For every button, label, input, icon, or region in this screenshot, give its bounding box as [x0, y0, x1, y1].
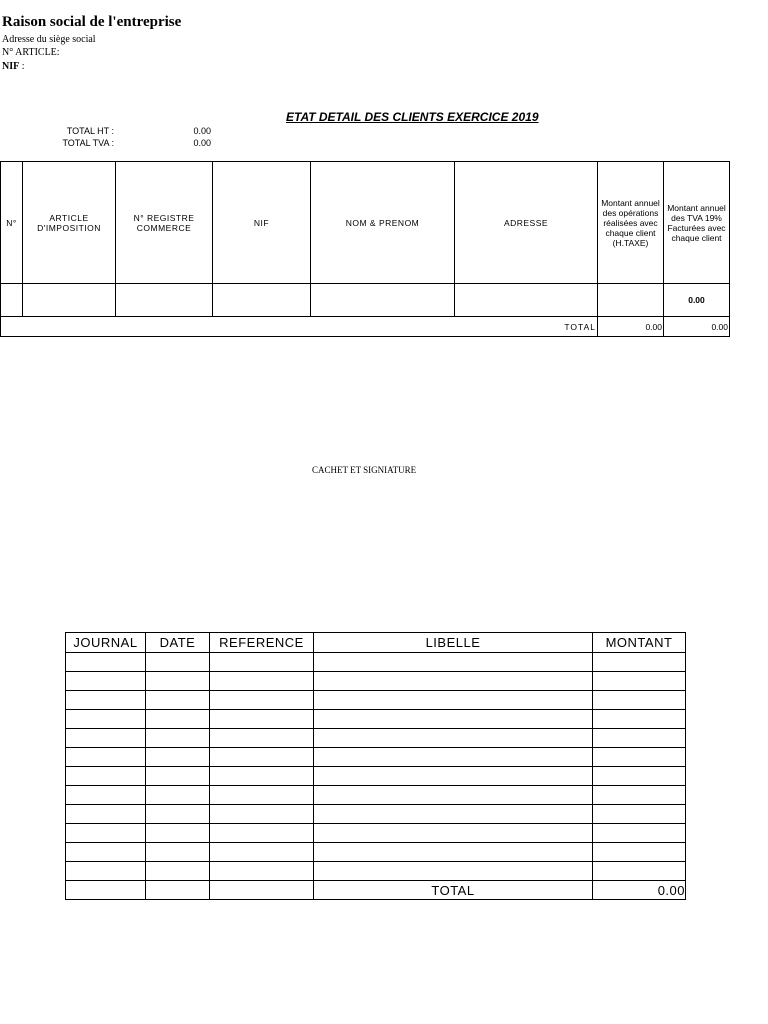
cell[interactable]: [311, 284, 455, 317]
cell[interactable]: [210, 786, 314, 805]
cell[interactable]: [593, 672, 686, 691]
cell[interactable]: [210, 748, 314, 767]
cell[interactable]: [66, 729, 146, 748]
row-tva-value: 0.00: [664, 284, 730, 317]
table-row: [66, 691, 686, 710]
cell[interactable]: [146, 672, 210, 691]
company-address: Adresse du siège social: [2, 34, 96, 45]
cell[interactable]: [210, 881, 314, 900]
cell[interactable]: [66, 881, 146, 900]
total-tva-value: 0.00: [193, 138, 211, 148]
cell[interactable]: [146, 748, 210, 767]
cell[interactable]: [593, 729, 686, 748]
cell[interactable]: [314, 748, 593, 767]
table-row: [66, 729, 686, 748]
clients-header-row: [1, 162, 730, 284]
header-montant-ht: Montant annuel des opérations réalisées avec chaque client (H.TAXE): [598, 162, 664, 284]
clients-table: [0, 161, 730, 337]
report-title: ETAT DETAIL DES CLIENTS EXERCICE 2019: [286, 110, 539, 124]
cell[interactable]: [314, 672, 593, 691]
company-name: Raison social de l'entreprise: [2, 14, 182, 30]
cell[interactable]: [598, 284, 664, 317]
clients-total-ht: 0.00: [598, 317, 664, 337]
cell[interactable]: [314, 767, 593, 786]
cell[interactable]: [210, 653, 314, 672]
cell[interactable]: [66, 710, 146, 729]
cell[interactable]: [210, 729, 314, 748]
table-row: [66, 710, 686, 729]
cell[interactable]: [314, 710, 593, 729]
journal-header-row: [66, 633, 686, 653]
clients-total-label: TOTAL: [1, 317, 598, 337]
table-row: [66, 748, 686, 767]
cell[interactable]: [146, 767, 210, 786]
cell[interactable]: [314, 862, 593, 881]
clients-total-tva: 0.00: [664, 317, 730, 337]
cell[interactable]: [210, 710, 314, 729]
article-number-line: N° ARTICLE:: [2, 47, 60, 58]
cell[interactable]: [213, 284, 311, 317]
cell[interactable]: [593, 786, 686, 805]
cell[interactable]: [210, 672, 314, 691]
cell[interactable]: [314, 691, 593, 710]
cell[interactable]: [66, 691, 146, 710]
cell[interactable]: [66, 748, 146, 767]
header-num: N°: [1, 162, 23, 284]
header-article: ARTICLE D'IMPOSITION: [23, 162, 116, 284]
cell[interactable]: [146, 729, 210, 748]
cell[interactable]: [593, 748, 686, 767]
table-row: [66, 843, 686, 862]
table-row: [66, 805, 686, 824]
table-row: [66, 786, 686, 805]
cell[interactable]: [593, 824, 686, 843]
table-row: [66, 824, 686, 843]
cell[interactable]: [146, 786, 210, 805]
header-montant: MONTANT: [593, 633, 686, 653]
header-adresse: ADRESSE: [455, 162, 598, 284]
cell[interactable]: [23, 284, 116, 317]
cell[interactable]: [593, 767, 686, 786]
cell[interactable]: [146, 653, 210, 672]
header-reference: REFERENCE: [210, 633, 314, 653]
cell[interactable]: [66, 843, 146, 862]
table-row: [66, 672, 686, 691]
header-nif: NIF: [213, 162, 311, 284]
cell[interactable]: [593, 653, 686, 672]
cell[interactable]: [210, 862, 314, 881]
cell[interactable]: [455, 284, 598, 317]
journal-body: [66, 653, 686, 881]
cell[interactable]: [66, 786, 146, 805]
cell[interactable]: [210, 843, 314, 862]
header-registre: N° REGISTRE COMMERCE: [116, 162, 213, 284]
cell[interactable]: [593, 691, 686, 710]
cell[interactable]: [66, 672, 146, 691]
cell[interactable]: [593, 862, 686, 881]
cell[interactable]: [66, 824, 146, 843]
cell[interactable]: [593, 710, 686, 729]
header-journal: JOURNAL: [66, 633, 146, 653]
cell[interactable]: [146, 824, 210, 843]
total-ht-label: TOTAL HT :: [66, 126, 114, 136]
cell[interactable]: [146, 843, 210, 862]
cell[interactable]: [314, 824, 593, 843]
cell[interactable]: [66, 767, 146, 786]
cell[interactable]: [66, 653, 146, 672]
cell[interactable]: [314, 653, 593, 672]
cell[interactable]: [146, 881, 210, 900]
cell[interactable]: [146, 710, 210, 729]
cell[interactable]: [146, 691, 210, 710]
cell[interactable]: [66, 805, 146, 824]
cell[interactable]: [593, 805, 686, 824]
journal-total-label: TOTAL: [314, 881, 593, 900]
header-libelle: LIBELLE: [314, 633, 593, 653]
header-nom: NOM & PRENOM: [311, 162, 455, 284]
nif-suffix: :: [19, 61, 25, 72]
header-montant-tva: Montant annuel des TVA 19% Facturées avec chaque client: [664, 162, 730, 284]
cell[interactable]: [314, 729, 593, 748]
journal-table: [65, 632, 686, 900]
clients-total-row: [1, 317, 730, 337]
cell[interactable]: [593, 843, 686, 862]
cell[interactable]: [66, 862, 146, 881]
cell[interactable]: [116, 284, 213, 317]
cell[interactable]: [210, 824, 314, 843]
journal-total-row: [66, 881, 686, 900]
cell[interactable]: [1, 284, 23, 317]
table-row: [66, 862, 686, 881]
cell[interactable]: [146, 805, 210, 824]
nif-line: [2, 61, 25, 72]
cell[interactable]: [314, 805, 593, 824]
table-row: [66, 653, 686, 672]
cell[interactable]: [210, 691, 314, 710]
table-row: [66, 767, 686, 786]
total-ht-value: 0.00: [193, 126, 211, 136]
cell[interactable]: [146, 862, 210, 881]
cell[interactable]: [314, 843, 593, 862]
nif-label: NIF: [2, 61, 20, 72]
cell[interactable]: [314, 786, 593, 805]
cachet-signature: CACHET ET SIGNIATURE: [312, 465, 417, 475]
total-tva-label: TOTAL TVA :: [62, 138, 114, 148]
header-date: DATE: [146, 633, 210, 653]
journal-total-value: 0.00: [593, 881, 686, 900]
cell[interactable]: [210, 767, 314, 786]
cell[interactable]: [210, 805, 314, 824]
table-row: [1, 284, 730, 317]
